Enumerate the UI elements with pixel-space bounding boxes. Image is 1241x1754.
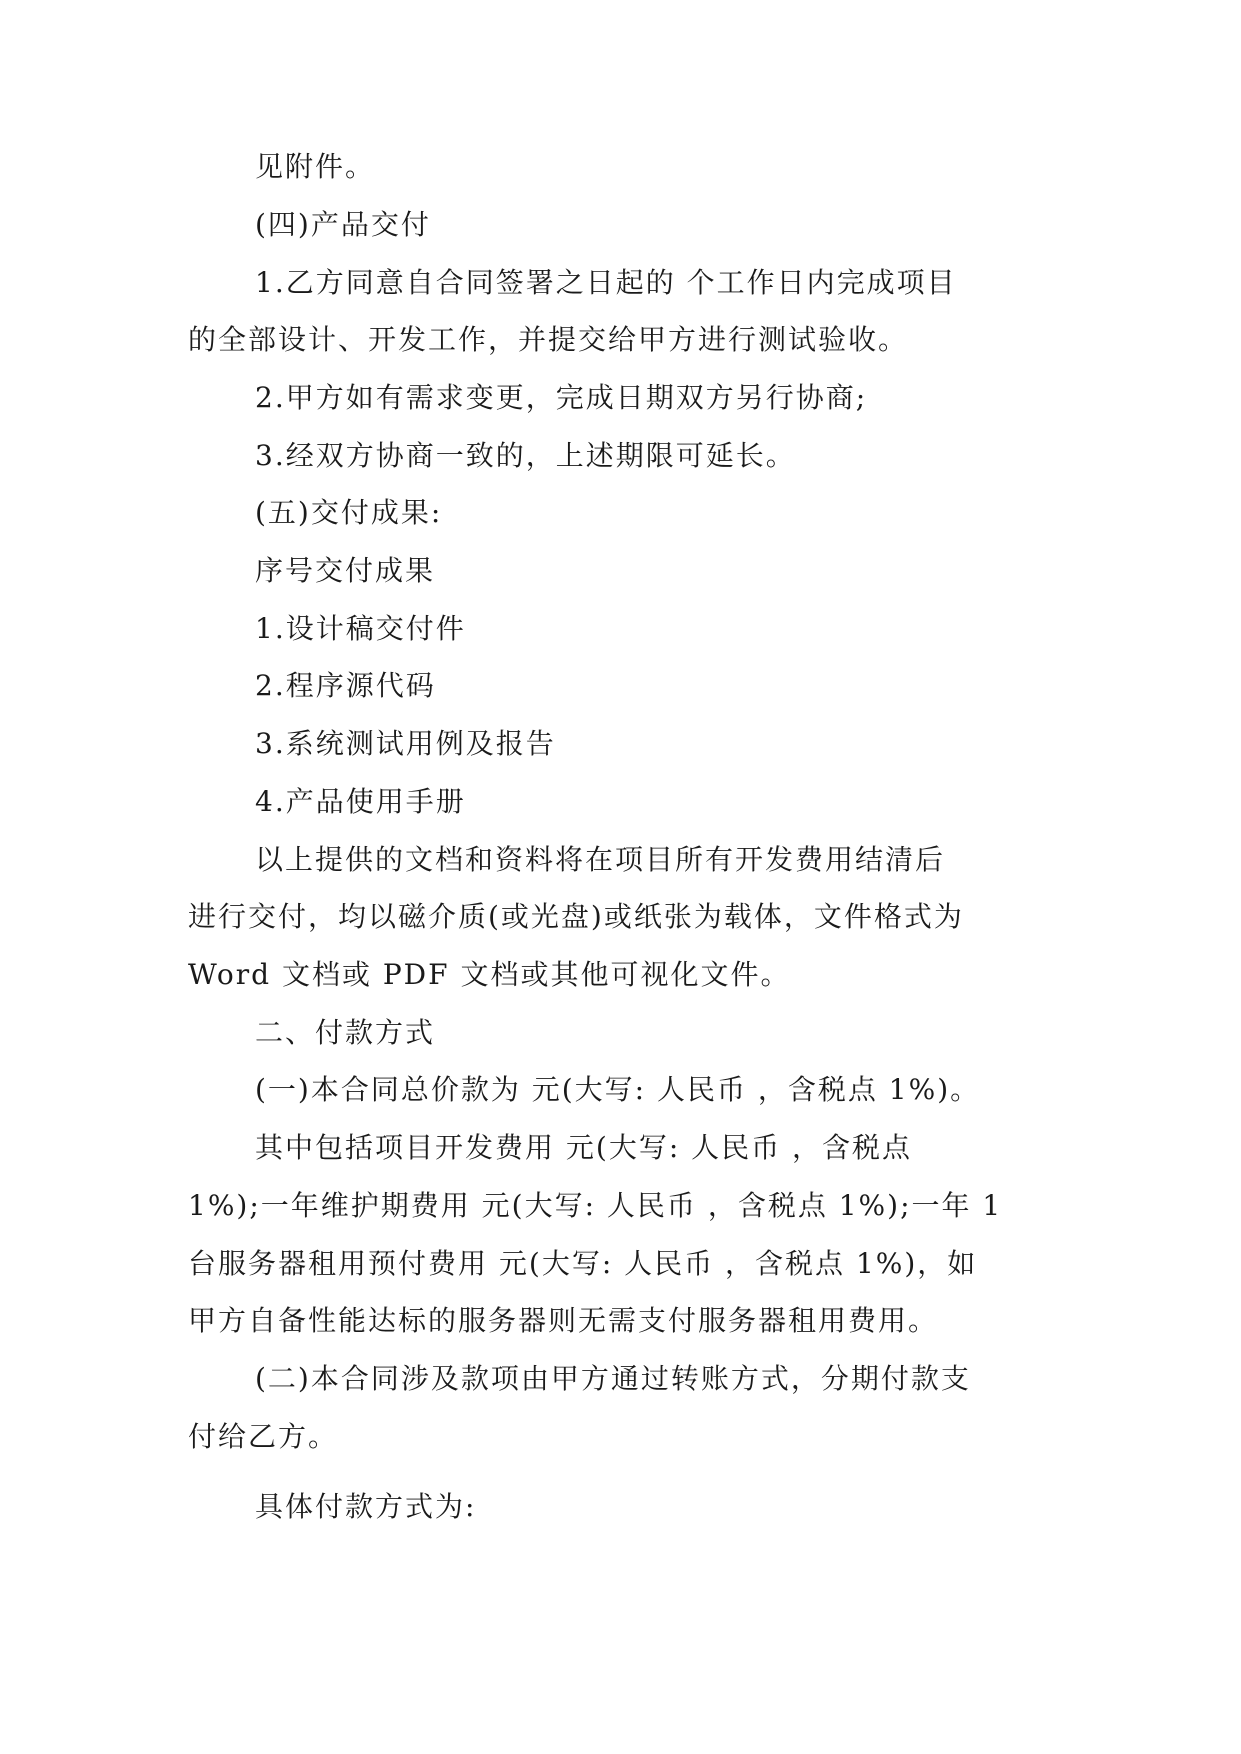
text-line: 付给乙方。 [188,1420,339,1453]
text-line: (二)本合同涉及款项由甲方通过转账方式，分期付款支 [255,1362,971,1395]
text-line: 见附件。 [255,150,376,183]
text-line: 3.经双方协商一致的，上述期限可延长。 [255,439,796,472]
section-heading: (四)产品交付 [255,208,431,241]
list-header: 序号交付成果 [255,554,436,587]
list-item: 2.程序源代码 [255,669,436,702]
text-line: (一)本合同总价款为 元(大写: 人民币 ，含税点 1%)。 [255,1073,981,1106]
section-heading: 二、付款方式 [255,1016,436,1049]
list-item: 4.产品使用手册 [255,785,466,818]
list-item: 3.系统测试用例及报告 [255,727,556,760]
text-line: 甲方自备性能达标的服务器则无需支付服务器租用费用。 [188,1304,939,1337]
text-line: 1%);一年维护期费用 元(大写: 人民币 ，含税点 1%);一年 1 [188,1189,1003,1222]
text-line: 1.乙方同意自合同签署之日起的 个工作日内完成项目 [255,266,957,299]
list-item: 1.设计稿交付件 [255,612,466,645]
text-line: 的全部设计、开发工作，并提交给甲方进行测试验收。 [188,323,909,356]
text-line: Word 文档或 PDF 文档或其他可视化文件。 [188,958,791,991]
text-line: 具体付款方式为: [255,1490,477,1523]
text-line: 其中包括项目开发费用 元(大写: 人民币 ，含税点 [255,1131,913,1164]
text-line: 台服务器租用预付费用 元(大写: 人民币 ，含税点 1%)，如 [188,1247,978,1280]
text-line: 2.甲方如有需求变更，完成日期双方另行协商; [255,381,868,414]
text-line: 进行交付，均以磁介质(或光盘)或纸张为载体，文件格式为 [188,900,964,933]
text-line: 以上提供的文档和资料将在项目所有开发费用结清后 [255,843,946,876]
section-heading: (五)交付成果: [255,496,443,529]
